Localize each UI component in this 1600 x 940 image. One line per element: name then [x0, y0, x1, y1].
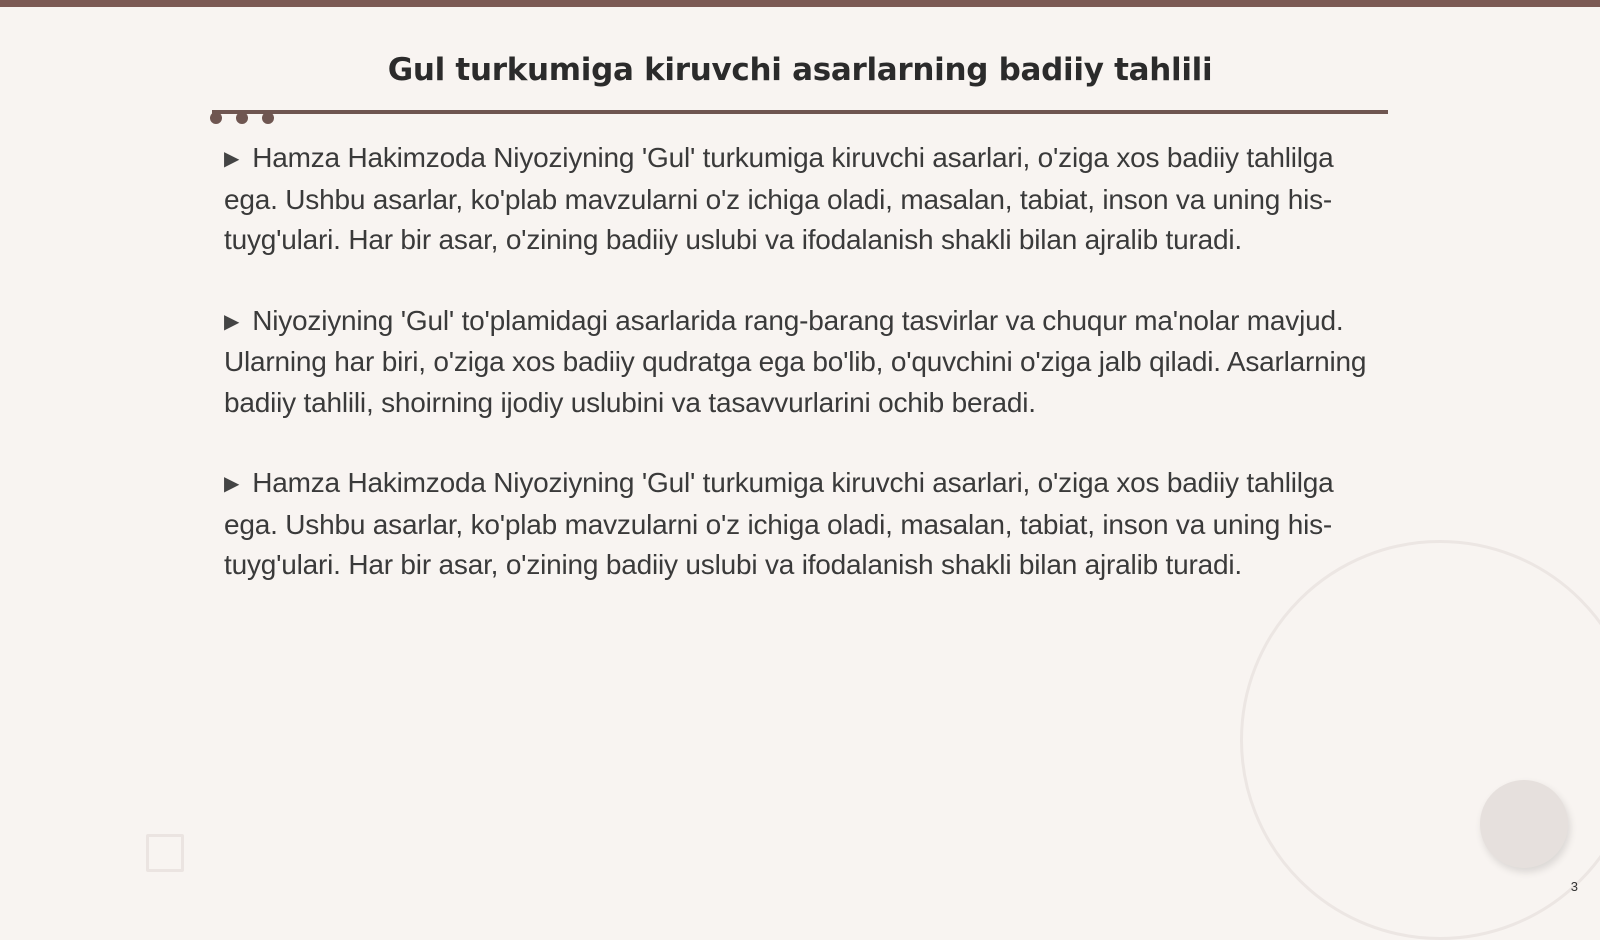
play-arrow-icon: ▶: [224, 148, 240, 170]
paragraph-text: Niyoziyning 'Gul' to'plamidagi asarlarida rang-barang tasvirlar va chuqur ma'nolar mavjud. Ularning har biri, o'ziga xos badiiy qudratga ega bo'lib, o'quvchini o'ziga jalb qiladi. Asarlarning badiiy tahlili, shoirning ijodiy uslubini va tasavvurlarini ochib beradi.: [224, 304, 1367, 418]
paragraph-text: Hamza Hakimzoda Niyoziyning 'Gul' turkumiga kiruvchi asarlari, o'ziga xos badiiy tahlilga ega. Ushbu asarlar, ko'plab mavzularni o'z ichiga oladi, masalan, tabiat, inson va uning his-tuyg'ulari. Har bir asar, o'zining badiiy uslubi va ifodalanish shakli bilan ajralib turadi.: [224, 142, 1334, 255]
bullet-paragraph-1: [224, 138, 1382, 261]
decorative-square: [146, 834, 184, 872]
top-accent-bar: [0, 0, 1600, 7]
play-arrow-icon: ▶: [224, 473, 240, 495]
page-number: 3: [1570, 879, 1578, 894]
bullet-paragraph-3: [224, 463, 1382, 586]
play-arrow-icon: ▶: [224, 310, 240, 333]
decorative-dot: [262, 112, 274, 124]
bullet-paragraph-2: [224, 301, 1382, 424]
title-underline: [212, 110, 1388, 114]
decorative-dot: [236, 112, 248, 124]
decorative-circle-filled: [1480, 780, 1568, 868]
paragraph-text: Hamza Hakimzoda Niyoziyning 'Gul' turkumiga kiruvchi asarlari, o'ziga xos badiiy tahlilga ega. Ushbu asarlar, ko'plab mavzularni o'z ichiga oladi, masalan, tabiat, inson va uning his-tuyg'ulari. Har bir asar, o'zining badiiy uslubi va ifodalanish shakli bilan ajralib turadi.: [224, 467, 1334, 580]
decorative-dot: [210, 112, 222, 124]
slide-title: Gul turkumiga kiruvchi asarlarning badiiy tahlili: [387, 52, 1213, 88]
slide-body: [224, 138, 1382, 626]
